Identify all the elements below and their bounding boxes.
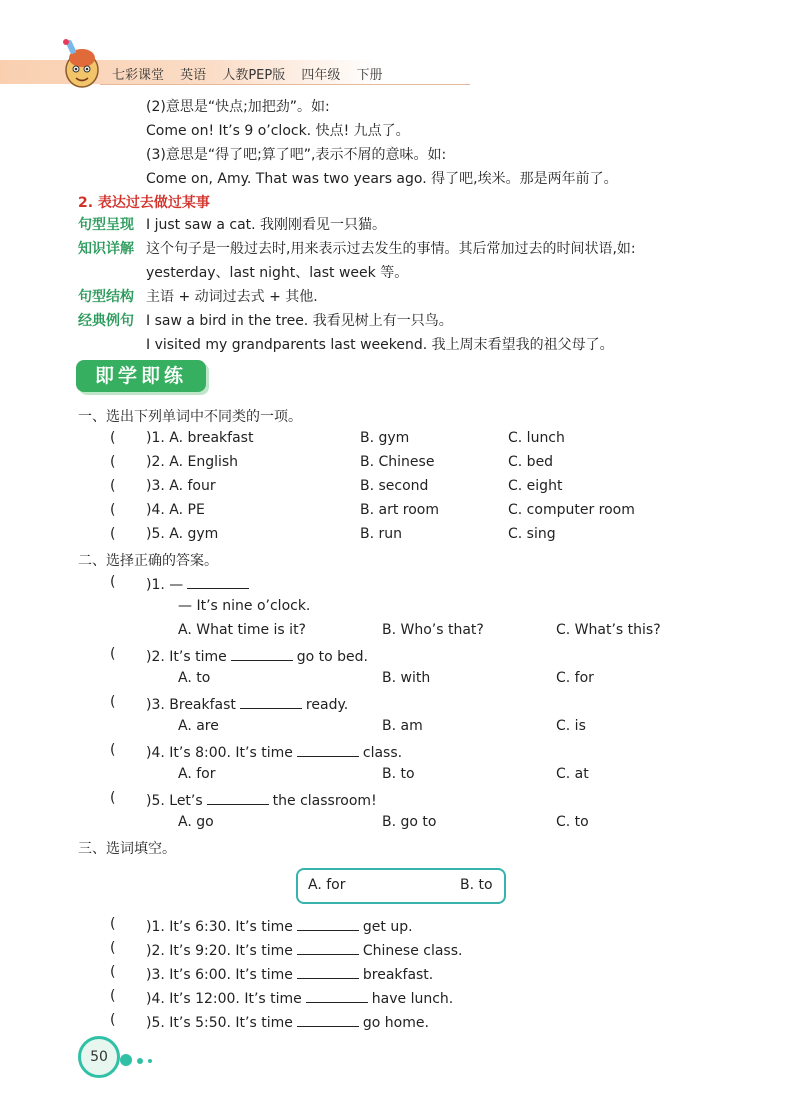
question-text: )4. A. PE xyxy=(146,502,205,518)
option-b: B. with xyxy=(382,670,431,686)
question-text xyxy=(146,940,462,959)
question-text xyxy=(146,574,253,593)
question-stem: )3. Breakfast xyxy=(146,697,236,713)
option-c: C. What’s this? xyxy=(556,622,661,638)
option-b: B. am xyxy=(382,718,423,734)
practice-banner: 即学即练 xyxy=(76,360,206,392)
label-explain: 知识详解 xyxy=(78,241,134,257)
word-option-a: A. for xyxy=(308,877,346,893)
intro-line: Come on, Amy. That was two years ago. 得了吧,埃米。那是两年前了。 xyxy=(146,171,618,187)
option-c: C. lunch xyxy=(508,430,565,446)
question-text xyxy=(146,694,348,713)
answer-blank[interactable] xyxy=(231,646,293,661)
question-tail: class. xyxy=(362,745,403,761)
answer-paren[interactable]: ( xyxy=(110,742,116,758)
option-c: C. eight xyxy=(508,478,563,494)
example-text: I visited my grandparents last weekend. 我上周末看望我的祖父母了。 xyxy=(146,337,614,353)
question-text xyxy=(146,790,377,809)
answer-paren[interactable]: ( xyxy=(110,502,116,518)
option-b: B. go to xyxy=(382,814,437,830)
option-b: B. Chinese xyxy=(360,454,435,470)
option-b: B. run xyxy=(360,526,403,542)
example-text: I saw a bird in the tree. 我看见树上有一只鸟。 xyxy=(146,313,453,329)
reply-text: — It’s nine o’clock. xyxy=(178,598,311,614)
answer-paren[interactable]: ( xyxy=(110,694,116,710)
label-structure: 句型结构 xyxy=(78,289,134,305)
header-title xyxy=(112,64,395,83)
decor-dot xyxy=(120,1054,132,1066)
answer-paren[interactable]: ( xyxy=(110,916,116,932)
answer-paren[interactable]: ( xyxy=(110,430,116,446)
question-tail: the classroom! xyxy=(272,793,377,809)
header-rule xyxy=(100,84,470,85)
answer-paren[interactable]: ( xyxy=(110,790,116,806)
question-text xyxy=(146,988,453,1007)
question-stem: )5. It’s 5:50. It’s time xyxy=(146,1015,293,1031)
question-tail: go to bed. xyxy=(296,649,368,665)
section-title: 一、选出下列单词中不同类的一项。 xyxy=(78,409,302,425)
answer-paren[interactable]: ( xyxy=(110,526,116,542)
intro-line: (2)意思是“快点;加把劲”。如: xyxy=(146,99,330,115)
label-examples: 经典例句 xyxy=(78,313,134,329)
option-b: B. second xyxy=(360,478,429,494)
option-c: C. for xyxy=(556,670,594,686)
point-heading: 2. 表达过去做过某事 xyxy=(78,195,210,211)
option-c: C. computer room xyxy=(508,502,635,518)
answer-blank[interactable] xyxy=(297,1012,359,1027)
question-tail: Chinese class. xyxy=(362,943,463,959)
explain-text: 这个句子是一般过去时,用来表示过去发生的事情。其后常加过去的时间状语,如: xyxy=(146,241,636,257)
option-b: B. Who’s that? xyxy=(382,622,484,638)
subject-name: 英语 xyxy=(180,68,207,83)
question-tail: go home. xyxy=(362,1015,429,1031)
page-number: 50 xyxy=(78,1036,120,1078)
explain-text: yesterday、last night、last week 等。 xyxy=(146,265,409,281)
question-text xyxy=(146,964,433,983)
question-stem: )4. It’s 12:00. It’s time xyxy=(146,991,302,1007)
answer-blank[interactable] xyxy=(297,916,359,931)
decor-dot xyxy=(137,1058,143,1064)
answer-paren[interactable]: ( xyxy=(110,1012,116,1028)
answer-paren[interactable]: ( xyxy=(110,454,116,470)
answer-blank[interactable] xyxy=(297,940,359,955)
answer-blank[interactable] xyxy=(297,742,359,757)
question-text: )1. A. breakfast xyxy=(146,430,254,446)
answer-paren[interactable]: ( xyxy=(110,646,116,662)
grade-name: 四年级 xyxy=(301,68,341,83)
question-text xyxy=(146,646,368,665)
option-a: A. go xyxy=(178,814,214,830)
question-stem: )3. It’s 6:00. It’s time xyxy=(146,967,293,983)
word-bank-box xyxy=(296,868,506,904)
edition-name: 人教PEP版 xyxy=(222,68,286,83)
section-title: 二、选择正确的答案。 xyxy=(78,553,218,569)
section-title: 三、选词填空。 xyxy=(78,841,176,857)
structure-text: 主语 + 动词过去式 + 其他. xyxy=(146,289,318,305)
question-stem: )1. It’s 6:30. It’s time xyxy=(146,919,293,935)
answer-paren[interactable]: ( xyxy=(110,988,116,1004)
question-stem: )4. It’s 8:00. It’s time xyxy=(146,745,293,761)
question-text xyxy=(146,742,402,761)
question-stem: )2. It’s time xyxy=(146,649,227,665)
option-a: A. for xyxy=(178,766,216,782)
question-text xyxy=(146,916,413,935)
option-b: B. art room xyxy=(360,502,439,518)
mascot-icon xyxy=(54,36,110,92)
option-b: B. gym xyxy=(360,430,410,446)
question-stem: )2. It’s 9:20. It’s time xyxy=(146,943,293,959)
question-tail: get up. xyxy=(362,919,413,935)
question-tail: have lunch. xyxy=(371,991,454,1007)
question-tail: breakfast. xyxy=(362,967,434,983)
option-a: A. are xyxy=(178,718,219,734)
answer-paren[interactable]: ( xyxy=(110,940,116,956)
question-stem: )5. Let’s xyxy=(146,793,203,809)
option-c: C. at xyxy=(556,766,589,782)
intro-line: Come on! It’s 9 o’clock. 快点! 九点了。 xyxy=(146,123,410,139)
answer-paren[interactable]: ( xyxy=(110,574,116,590)
volume-name: 下册 xyxy=(356,68,383,83)
option-c: C. to xyxy=(556,814,589,830)
question-text xyxy=(146,1012,429,1031)
answer-blank[interactable] xyxy=(207,790,269,805)
intro-line: (3)意思是“得了吧;算了吧”,表示不屑的意味。如: xyxy=(146,147,447,163)
answer-blank[interactable] xyxy=(306,988,368,1003)
question-text: )5. A. gym xyxy=(146,526,219,542)
option-c: C. bed xyxy=(508,454,554,470)
option-b: B. to xyxy=(382,766,415,782)
answer-blank[interactable] xyxy=(297,964,359,979)
option-a: A. What time is it? xyxy=(178,622,306,638)
question-text: )2. A. English xyxy=(146,454,239,470)
pattern-text: I just saw a cat. 我刚刚看见一只猫。 xyxy=(146,217,387,233)
option-c: C. sing xyxy=(508,526,556,542)
decor-dot xyxy=(148,1059,152,1063)
answer-paren[interactable]: ( xyxy=(110,964,116,980)
question-tail: ready. xyxy=(305,697,349,713)
answer-blank[interactable] xyxy=(240,694,302,709)
option-c: C. is xyxy=(556,718,586,734)
word-option-b: B. to xyxy=(460,877,493,893)
answer-paren[interactable]: ( xyxy=(110,478,116,494)
label-pattern: 句型呈现 xyxy=(78,217,134,233)
question-stem: )1. — xyxy=(146,577,184,593)
question-text: )3. A. four xyxy=(146,478,216,494)
option-a: A. to xyxy=(178,670,211,686)
answer-blank[interactable] xyxy=(187,574,249,589)
series-name: 七彩课堂 xyxy=(112,68,165,83)
